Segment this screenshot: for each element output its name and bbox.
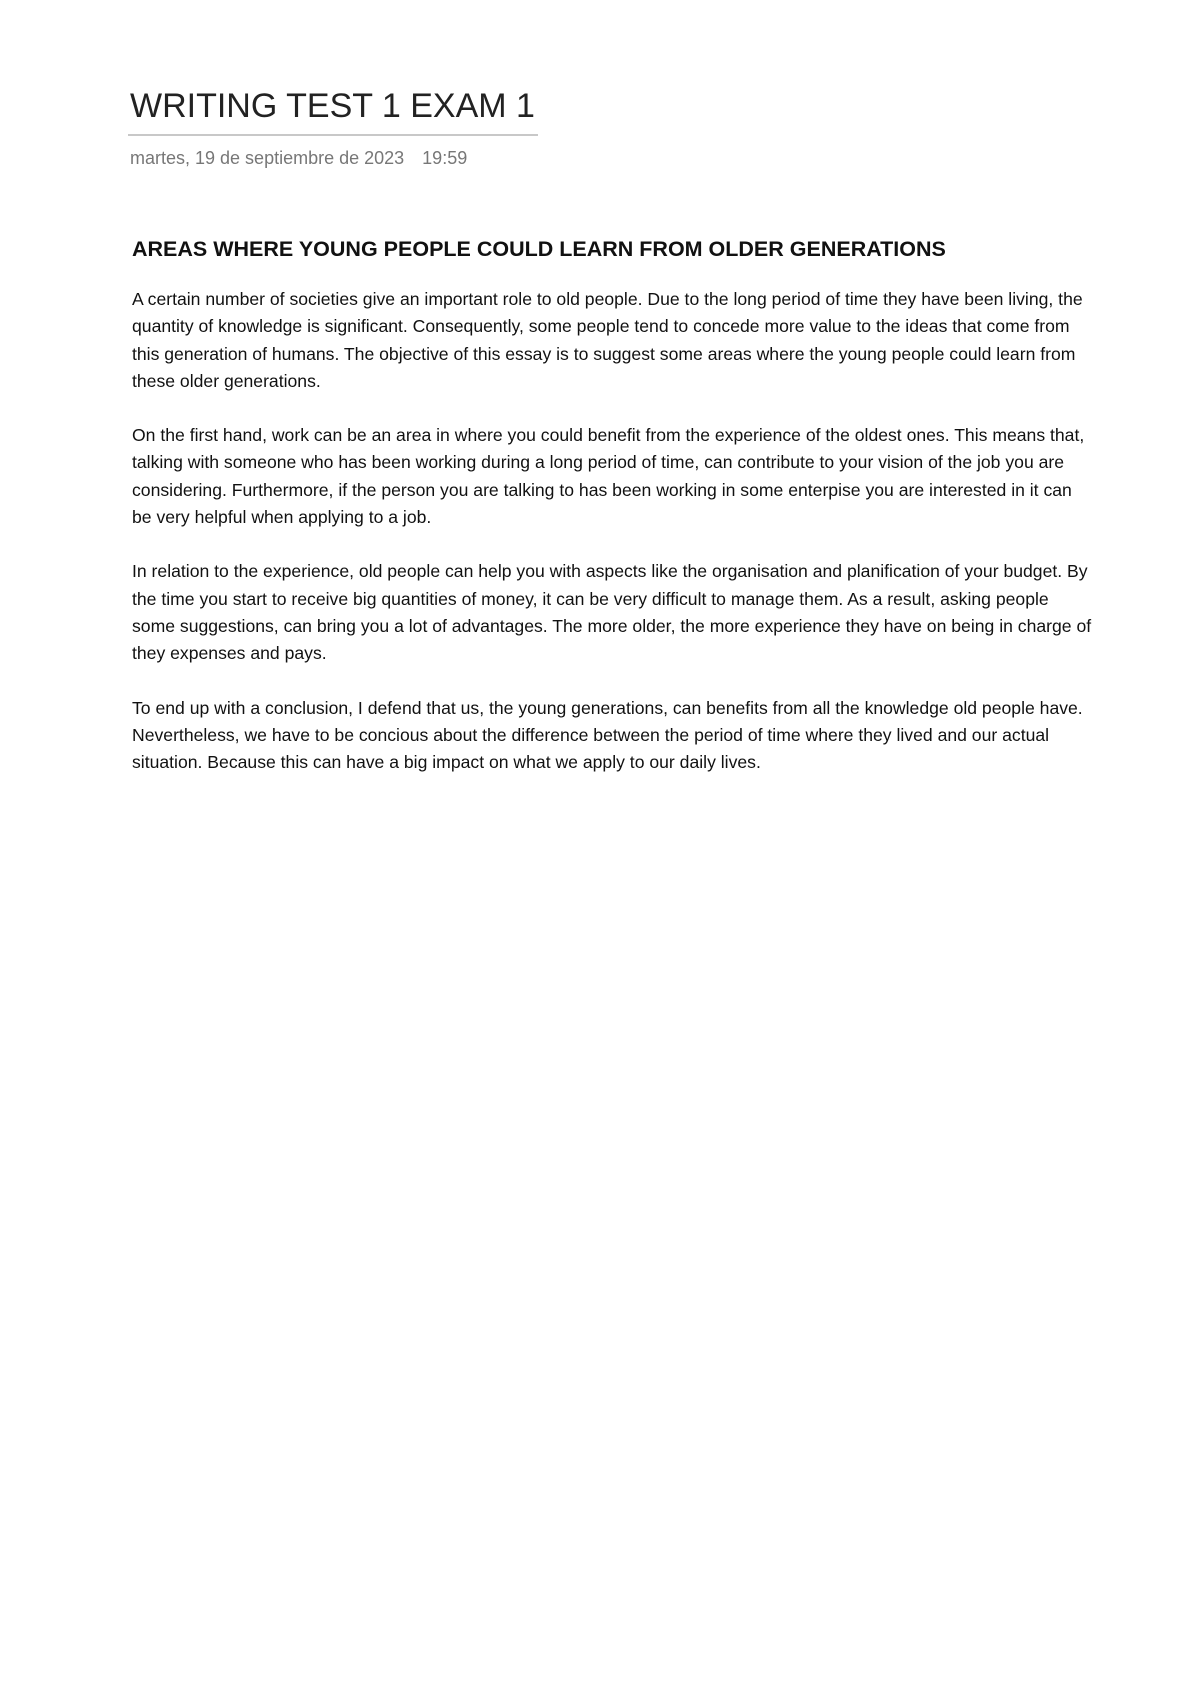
title-divider (128, 134, 538, 136)
page-time: 19:59 (422, 148, 468, 168)
date-time-line (130, 148, 467, 169)
page-title: WRITING TEST 1 EXAM 1 (130, 87, 535, 125)
paragraph-budget: In relation to the experience, old people can help you with aspects like the organisation and planification of your budget. By the time you start to receive big quantities of money, it can be very difficult to manage them. As a result, asking people some suggestions, can bring you a lot of advantages. The more older, the more experience they have on being in charge of they expenses and pays. (132, 561, 1092, 664)
essay-heading: AREAS WHERE YOUNG PEOPLE COULD LEARN FROM OLDER GENERATIONS (132, 237, 946, 261)
paragraph-conclusion: To end up with a conclusion, I defend that us, the young generations, can benefits from all the knowledge old people have. Nevertheless, we have to be concious about the difference between the period of time where they lived and our actual situation. Because this can have a big impact on what we apply to our daily lives. (132, 697, 1083, 773)
page-date: martes, 19 de septiembre de 2023 (130, 148, 405, 168)
note-content[interactable] (132, 236, 1092, 803)
paragraph-work: On the first hand, work can be an area in where you could benefit from the experience of the oldest ones. This means that, talking with someone who has been working during a long period of time, can contribute to your vision of the job you are considering. Furthermore, if the person you are talking to has been working in some enterpise you are interested in it can be very helpful when applying to a job. (132, 425, 1085, 528)
paragraph-introduction: A certain number of societies give an important role to old people. Due to the long period of time they have been living, the quantity of knowledge is significant. Consequently, some people tend to concede more value to the ideas that come from this generation of humans. The objective of this essay is to suggest some areas where the young people could learn from these older generations. (132, 288, 1083, 391)
